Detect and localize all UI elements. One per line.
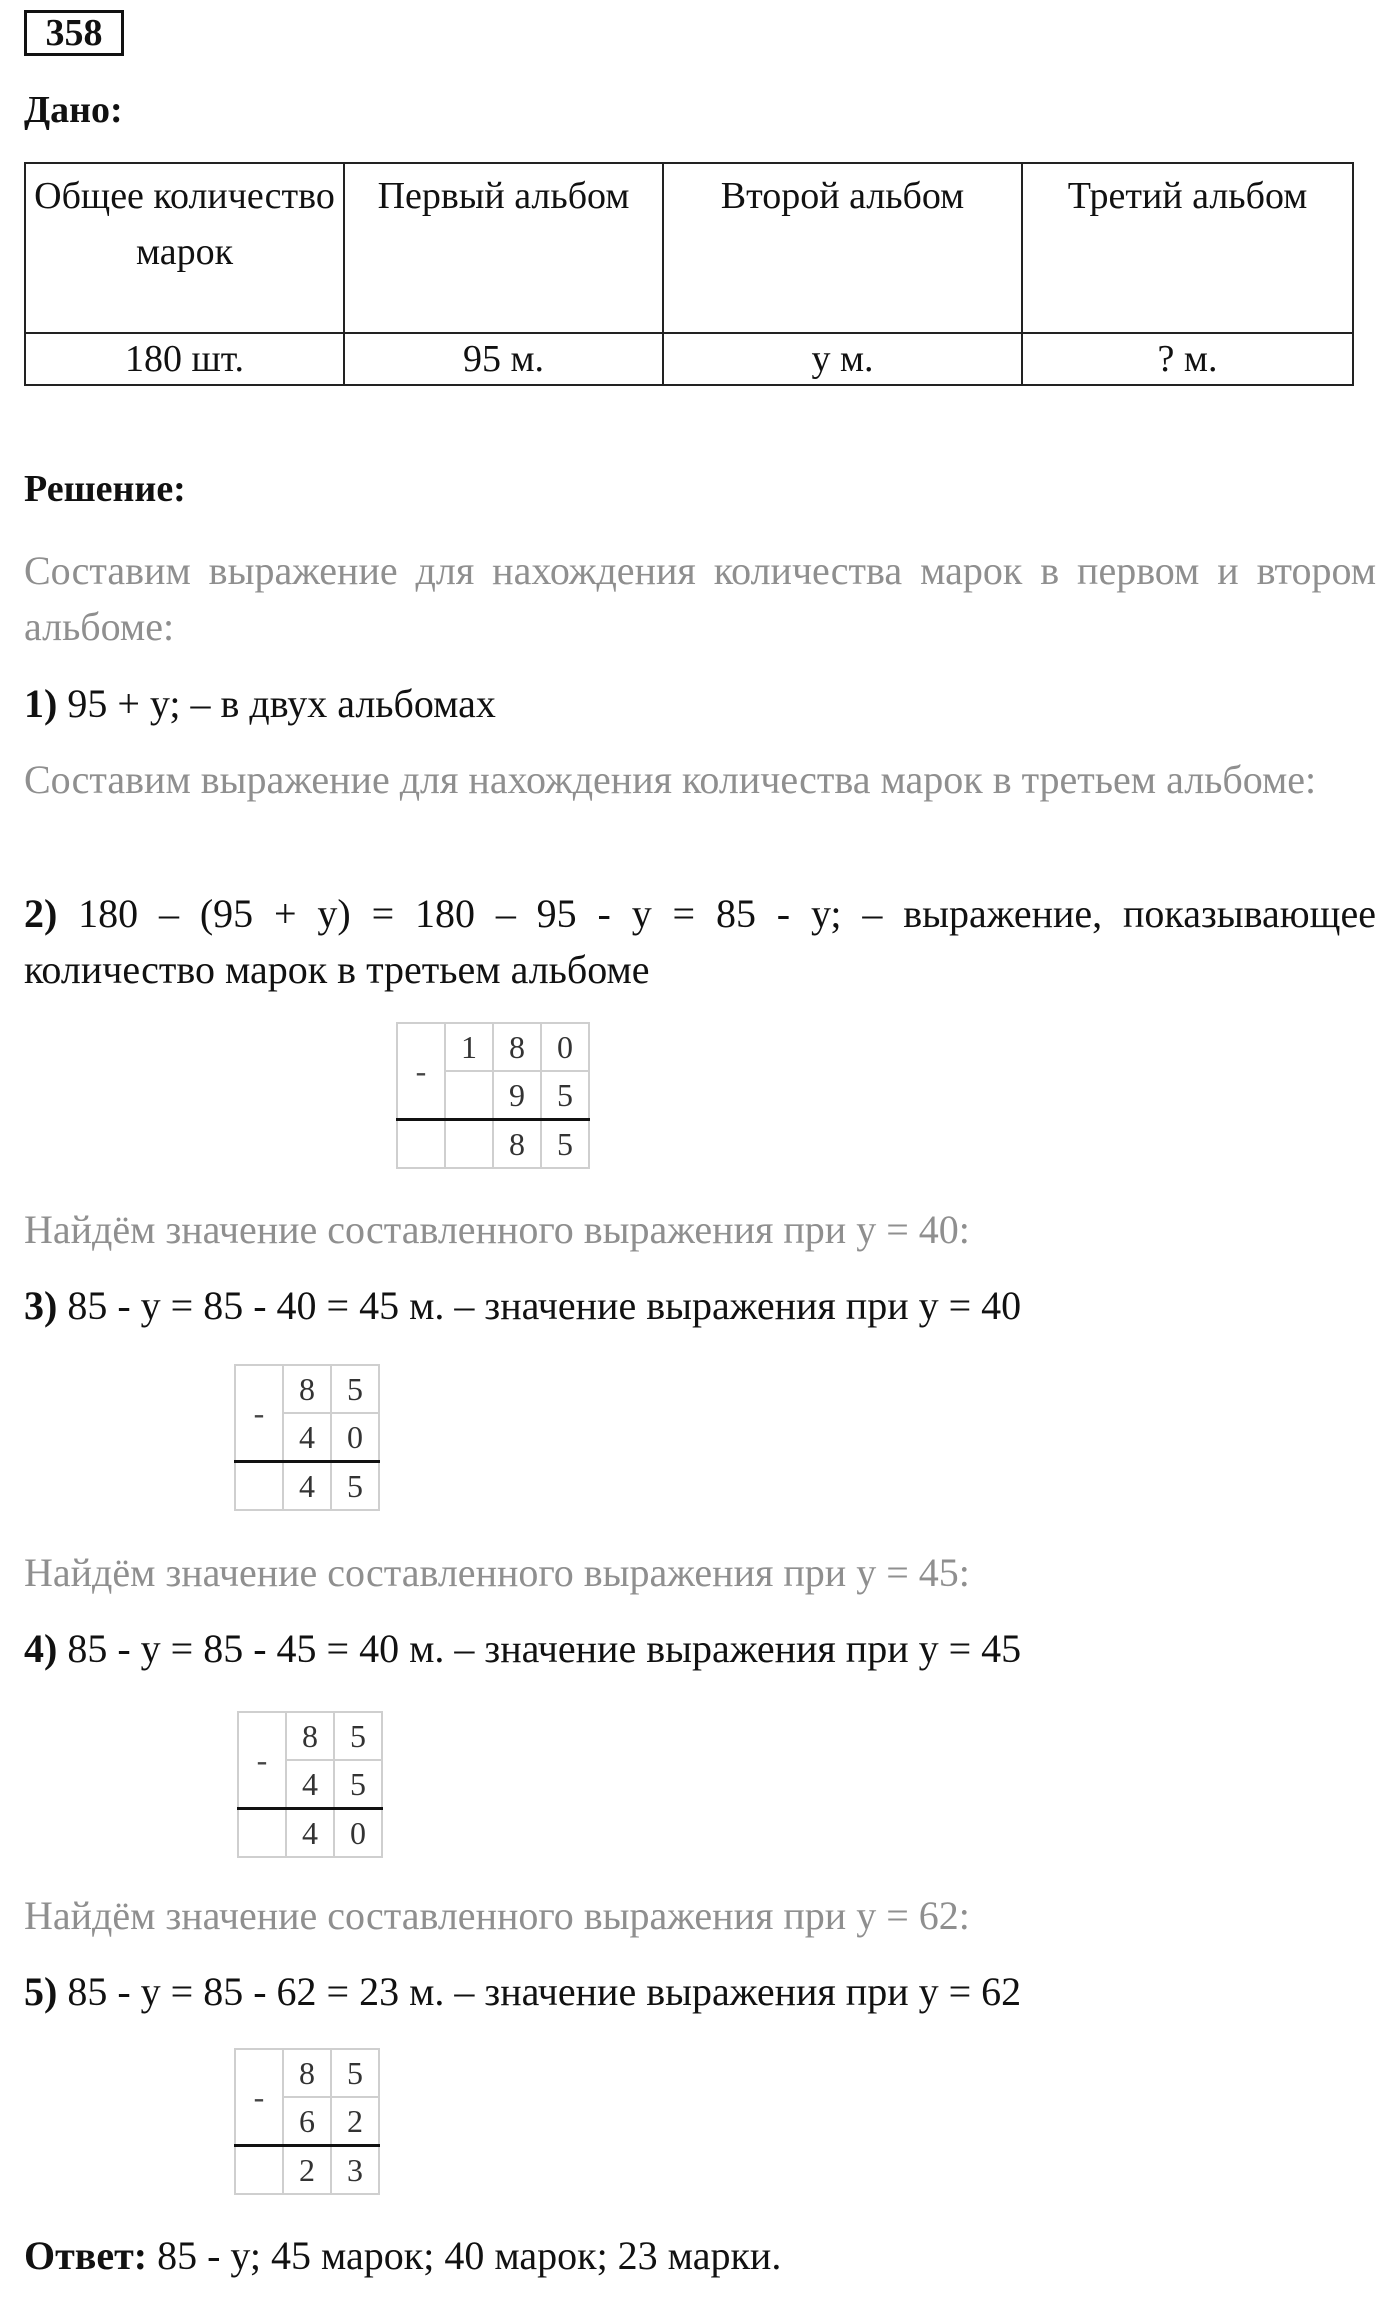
calc-digit bbox=[445, 1071, 493, 1120]
step-text: 85 - у = 85 - 62 = 23 м. – значение выражения при у = 62 bbox=[57, 1969, 1022, 2014]
given-heading: Дано: bbox=[24, 89, 123, 131]
table-header-cell: Второй альбом bbox=[663, 163, 1022, 333]
solution-step-2 bbox=[24, 886, 1376, 998]
calc-row bbox=[397, 1023, 589, 1071]
answer-line bbox=[24, 2228, 1376, 2284]
step-text: 95 + у; – в двух альбомах bbox=[57, 681, 496, 726]
step-text: 85 - у = 85 - 40 = 45 м. – значение выражения при у = 40 bbox=[57, 1283, 1022, 1328]
solution-step-4 bbox=[24, 1621, 1376, 1677]
minus-sign: - bbox=[235, 1365, 283, 1462]
task-number-badge: 358 bbox=[24, 10, 124, 56]
step-text: 85 - у = 85 - 45 = 40 м. – значение выражения при у = 45 bbox=[57, 1626, 1022, 1671]
column-subtraction-4 bbox=[234, 2048, 380, 2195]
explanation-text: Найдём значение составленного выражения при у = 40: bbox=[24, 1207, 970, 1252]
calc-digit: 8 bbox=[283, 2049, 331, 2097]
column-subtraction-1 bbox=[396, 1022, 590, 1169]
calc-digit: 5 bbox=[334, 1760, 382, 1809]
calc-digit: 5 bbox=[331, 1365, 379, 1413]
column-subtraction-3 bbox=[237, 1711, 383, 1858]
calc-digit: 2 bbox=[331, 2097, 379, 2146]
minus-sign: - bbox=[397, 1023, 445, 1120]
calc-row bbox=[238, 1712, 382, 1760]
explanation-text: Составим выражение для нахождения количества марок в третьем альбоме: bbox=[24, 757, 1317, 802]
calc-digit: 5 bbox=[331, 2049, 379, 2097]
table-header-cell: Третий альбом bbox=[1022, 163, 1353, 333]
calc-digit: 2 bbox=[283, 2146, 331, 2195]
table-cell: 95 м. bbox=[344, 333, 663, 385]
step-number: 2) bbox=[24, 891, 58, 936]
calc-digit: 6 bbox=[283, 2097, 331, 2146]
calc-result-row bbox=[235, 1462, 379, 1511]
calc-digit: 8 bbox=[493, 1120, 541, 1169]
calc-digit: 4 bbox=[283, 1462, 331, 1511]
calc-blank-cell bbox=[235, 2146, 283, 2195]
answer-label: Ответ: bbox=[24, 2233, 148, 2278]
answer-text: 85 - у; 45 марок; 40 марок; 23 марки. bbox=[147, 2233, 782, 2278]
step-number: 5) bbox=[24, 1969, 58, 2014]
calc-digit: 4 bbox=[286, 1760, 334, 1809]
table-header-cell: Общее количество марок bbox=[25, 163, 344, 333]
explanation-text: Найдём значение составленного выражения при у = 45: bbox=[24, 1550, 970, 1595]
step-text: 180 – (95 + у) = 180 – 95 - у = 85 - у; – выражение, показывающее количество марок в третьем альбоме bbox=[24, 891, 1376, 992]
calc-digit: 0 bbox=[331, 1413, 379, 1462]
solution-heading: Решение: bbox=[24, 468, 186, 510]
calc-digit: 8 bbox=[286, 1712, 334, 1760]
table-header-row bbox=[25, 163, 1353, 333]
calc-blank-cell bbox=[397, 1120, 445, 1169]
calc-digit: 1 bbox=[445, 1023, 493, 1071]
minus-sign: - bbox=[235, 2049, 283, 2146]
calc-digit: 3 bbox=[331, 2146, 379, 2195]
explanation-text: Найдём значение составленного выражения при у = 62: bbox=[24, 1893, 970, 1938]
calc-digit bbox=[445, 1120, 493, 1169]
calc-row bbox=[235, 1365, 379, 1413]
calc-digit: 0 bbox=[334, 1809, 382, 1858]
calc-row bbox=[235, 2049, 379, 2097]
table-header-cell: Первый альбом bbox=[344, 163, 663, 333]
calc-digit: 4 bbox=[283, 1413, 331, 1462]
table-cell: у м. bbox=[663, 333, 1022, 385]
calc-digit: 8 bbox=[493, 1023, 541, 1071]
calc-result-row bbox=[397, 1120, 589, 1169]
calc-digit: 5 bbox=[541, 1071, 589, 1120]
calc-result-row bbox=[238, 1809, 382, 1858]
calc-digit: 5 bbox=[541, 1120, 589, 1169]
calc-digit: 4 bbox=[286, 1809, 334, 1858]
solution-step-3 bbox=[24, 1278, 1376, 1334]
explanation-text: Составим выражение для нахождения количества марок в первом и втором альбоме: bbox=[24, 548, 1376, 649]
table-cell: 180 шт. bbox=[25, 333, 344, 385]
calc-digit: 0 bbox=[541, 1023, 589, 1071]
given-table bbox=[24, 162, 1354, 386]
step-number: 4) bbox=[24, 1626, 58, 1671]
solution-step-5 bbox=[24, 1964, 1376, 2020]
calc-blank-cell bbox=[235, 1462, 283, 1511]
column-subtraction-2 bbox=[234, 1364, 380, 1511]
solution-step-1 bbox=[24, 676, 1376, 732]
calc-blank-cell bbox=[238, 1809, 286, 1858]
step-number: 1) bbox=[24, 681, 58, 726]
calc-digit: 5 bbox=[331, 1462, 379, 1511]
calc-digit: 9 bbox=[493, 1071, 541, 1120]
table-row bbox=[25, 333, 1353, 385]
calc-digit: 8 bbox=[283, 1365, 331, 1413]
step-number: 3) bbox=[24, 1283, 58, 1328]
calc-digit: 5 bbox=[334, 1712, 382, 1760]
table-cell: ? м. bbox=[1022, 333, 1353, 385]
calc-result-row bbox=[235, 2146, 379, 2195]
minus-sign: - bbox=[238, 1712, 286, 1809]
